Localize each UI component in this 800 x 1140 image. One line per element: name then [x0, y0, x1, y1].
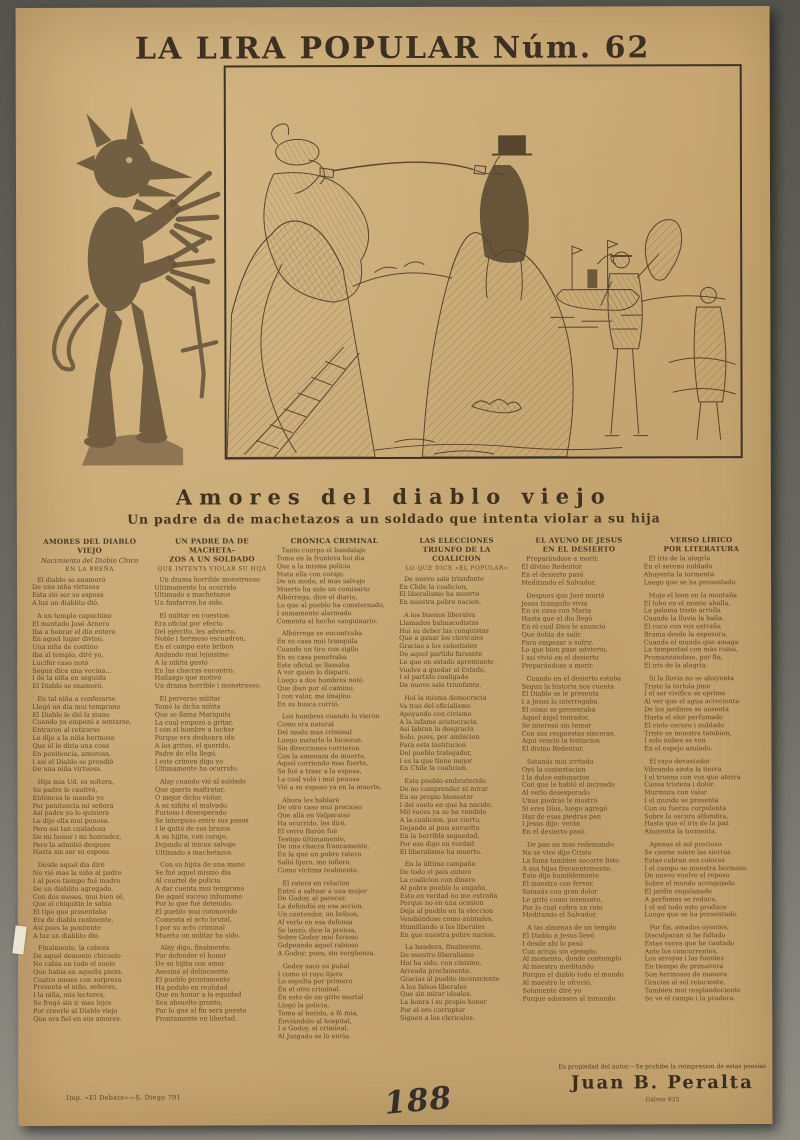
column-header: EL AYUNO DE JESUS EN EL DESIERTO [535, 535, 623, 554]
column-label: QUE INTENTA VIOLAR SU HIJA [157, 565, 267, 573]
stanza: Muje el leon en la montaña El lobo en el monte ahulla, La paloma triste arrulla Cuando la lluvia la baña. El cuco con voz extraña Brama desde la espesura, Cuando el mundo que amaga La tempestad con más ruina, Promanzándose, por fin, El iris de la alegría. [643, 590, 739, 670]
stanza: El perverso militar Tomó la dicha niñita Que se llama Mariquita La cual empezó a gritar, I con el hombre a luchar Porque era deshonra ida A los gritos, el querido, Padre de ella llegó, I este crímen digo yo Últimamente ha ocurrido. [154, 694, 239, 774]
stanza: Hija mia Ud. es soltera, Su padre le cautivó, Entónces le mando yo Por penitencia mi señora Así padre yo lo quisiera Le dijo ella mui penosa. Pero soi tan cuidadosa De mi honor i mi honradez, Pero la admitió despues Hasta sin ser su esposa. [32, 777, 122, 857]
broadside-page [16, 6, 773, 1126]
column-subheader: Nacimiento del Diablo Chico [41, 557, 139, 566]
stanza: El militar en cuestion Era oficial por efecto Del ejército, les advierto, Noble i hermoso escuadron, En el campo este bribon Andando mui lejuisimo A la niñita gustó En las chacras encontró, Hallazgo que motivó Un drama horrible i monstruoso. [154, 611, 262, 690]
stanza: Satanás mui irritado Oyó la contestacion I la dulce entonacion Con que le habló el increado Al verlo desesperado Unas piedras le mostró Si eres Dios, luego agregó Haz de esas piedras pan I Jesus dijo: verán En el desierto pasó. [521, 757, 615, 836]
main-illustration [224, 64, 743, 459]
stanza: El diablo se enamoró De una niña virtuosa Esta sin ser su esposa A luz un diablito dió. [32, 575, 106, 608]
printer-imprint: Imp. «El Debate»—S. Diego 791 [66, 1093, 182, 1102]
stanza: A las almenas de un templo El Diablo a Jesus llevó I desde ahí lo pasó Con arrojo sin ejemplo, Al momento, donde contemplo Al maestro meditando Porque el diablo todo el mundo Al maestro le ofreció, Solamente diré yo Porque adorasen al inmundo. [522, 923, 624, 1003]
stanza: De nuevo sale triunfante En Chile la coalicion, El liberalismo ha muerto En nuestra pobre nacion. [399, 574, 484, 607]
stanza: Un drama horrible monstruoso Últimamente ha ocurrido Ultimado a machetazos Un fanfarron ha sido. [154, 575, 260, 607]
stanza: De pan no mas redemando No se vive dijo Cristo La fama tambien socorre listo A sus hijos frecuentemente. Esto dijo humildemente El maestro con fervor, Satanás con gran dolor Le gritó como insensato, Por lo cual cobra un rato Meditando el Salvador. [522, 840, 620, 920]
stanza: Si la lluvia no se ahuyenta Triste la tórtola jime I el ser vivífico se oprime Al ver que el agua acrecienta De los jardines se ausenta Hasta el olor perfumado El cielo oscuro i nublado Triste se muestra tambien, I solo nubes se ven En el espejo azulado. [643, 673, 740, 753]
stanza: Los hombres cuando lo vieron Como era natural Del modo mas criminal Luego matarlo lo hicieron. Sin direcciones corrieron Con la amenaza de muerte, Aquel corriendo mas fuerte, Se fué a traer a la esposa, La cual voló i mui penosa Vió a su esposo ya en la muerte. [277, 712, 382, 792]
stanza: En la última campaña De todo el pais entero La coalicion con dinero Al pobre pueblo lo engaña. Esto en verdad no me extraña Porque no en una ocasion Deja al pueblo en la eleccion Vendiéndose como animales, Humillando a los liberales En que nuestra pobre nacion. [399, 860, 498, 939]
column-header: LAS ELECCIONES TRIUNFO DE LA COALICION [419, 535, 494, 564]
author-address: Gálvez 835 [645, 1096, 680, 1104]
verse-column-2 [154, 536, 271, 1046]
verse-column-1 [32, 537, 149, 1047]
stanza: Preparándose a morir, El divino Redentor En el desierto pasó Meditando el Salvador. [521, 554, 599, 587]
verse-column-3 [277, 536, 394, 1046]
stanza: Apenas el sol precioso Se cierne sobre las sierras Estas cobran sus colores I el campo se muestra hermoso De nuevo vuelve el reposo Sobre el mundo acongojado El jardin engalanado A perfumes se reduce, I el sol todo esto produce Luego que se ha presentado. [644, 840, 747, 919]
handwritten-catalog-number: 188 [382, 1079, 454, 1122]
stanza: Tanto cuerpo el bandalaje Toma en la frontera hoi dia Que a la misma policia Mata ella con coraje. De un modo, el mas salvaje Muerto ha sido un comisario Albórrega, dice el diario, Lo que al pueblo ha consternado, I sumamente alarmado Comenta el hecho sanguinario. [276, 546, 385, 625]
illustration-caption-subtitle: Un padre da de machetazos a un soldado que intenta violar a su hija [127, 510, 661, 527]
stanza: Alay digo, finalmente, Por defender el honor De su hijita con amor Asesinó al delincuente. El pueblo prontamente Ha pedido en realidad Que en honor a la equidad Sea absuelto pronto, Por lo que al fin será puesto Prontamente en libertad. [155, 943, 247, 1023]
column-header: CRÓNICA CRIMINAL [290, 536, 378, 546]
verse-columns [32, 535, 760, 1047]
column-header: AMORES DEL DIABLO VIEJO [43, 536, 137, 556]
stanza: El iris de la alegría En el sereno nublado Ahuyenta la tormenta Luego que se ha presentado. [643, 554, 738, 587]
devil-figure-illustration [24, 100, 223, 459]
stanza: Desde aquel dia diré No vió mas la niña al padre I al poco tiempo fué madre De un diablito agregado. Con dos meses, mui bien sé, Que el chiquitin le sabia El tipo que presentaba Era de diablo realmente, Así pues la penitente A luz un diablito dió. [32, 861, 125, 940]
stanza: A los buenos liberales Llamados balmacedistas Hoi su deber las conquistas Que a ganar los clericales Gracias a los celestiales De aquel partido farsante Lo que en estado apremiante Vuelve a quedar el Estado, I el partido coaligado De nuevo sale triunfante. [399, 610, 494, 690]
author-signature: Juan B. Peralta [570, 1072, 754, 1094]
illustration-caption-title: Amores del diablo viejo [175, 483, 612, 510]
stanza: Despues que José murió Jesus tranquilo vivia En su casa con Maria Hasta que el dia llegó En el cual Dios le anunció Que debia de salir. Para empezar a sufrir, Lo que bien pase advierto, I así vivió en el desierto Preparándose a morir. [521, 591, 608, 670]
stanza: Ahora les hablaré De otro caso mui precioso Que allá en Valparaiso Ha ocurrido, les diré, El cerro Barón fué Testigo últimamente, De una chacra francamente, En la que un pobre ratero Salió lijero, me infiero, Como víctima realmente. [277, 795, 370, 875]
stanza: A un templo capuchino El mentado José Arnero Iba a honrar el día entero En aquel lugar divino, Una niña de contino Iba al templo, diré yo, Lucifer caso notó Segun dice una vecina... I de la niña en seguida El Diablo se enamoró. [32, 611, 116, 691]
stanza: En tal niña a confesarse Llegó un día mui temprano El Diablo le dió la mano Cuando ya empezó a sentarse, Entraron al retirarse Le dijo a la niña hermosa Que él le diria una cosa En penitencia, amorosa, I así el Diablo se prendió De una niña virtuosa. [32, 694, 132, 774]
stanza: La bandera, finalmente, De nuestro liberalismo Hoi ha sido, con cinismo, Arreada proclamente. Gracias al pueblo inconsciente A los falsos liberales Que sin mirar ideales, La honra i su propio honor Por el oro corruptor Siguen a los clericales. [399, 943, 500, 1022]
copyright-notice: Es propiedad del autor.—Se prohibe la reimpresion de estas poesías [558, 1063, 767, 1071]
column-label: EN LA BREÑA [65, 566, 115, 573]
page-title: LA LIRA POPULAR Núm. 62 [134, 30, 651, 67]
stanza: Este pueblo embrutecido De no comprender ni mirar En su propio bienestar I del suelo en que ha nacido. Mil veces ya se ha vendido A la coalicion, por cierto, Dejando al pais envuelto En la horrible seguedad, Por eso digo en verdad El liberalismo ha muerto. [399, 776, 493, 856]
stanza: El rayo devastador Vibrando azota la tierra I el trueno con voz que aterra Causa tristeza i dolor. Murmura con valor I el mundo se presenta Con su fuerza corpulenta Sobre la oscura alfombra, Hasta que el iris de la paz Ahuyenta la tormenta. [644, 757, 741, 836]
column-header: VERSO LÍRICO POR LITERATURA [663, 535, 740, 554]
stanza: Finalmente, la cabeza De aquel demonio chicuelo No cabia en todo el suelo Que habia en aquella pieza. Cuatro meses con sorpresa Presenta el niño, señores, I la niña, mis lectores, Se fregó sin ir mas lejos Por creerle al Diablo viejo Que era fiel en sus amores. [33, 944, 123, 1023]
stanza: Por fin, amados oyentes, Disculparán si he faltado Estas voces que he cantado Ante los concurrentes, Los arroyos i las fuentes En tiempo de primavera Son hermosos de manera Gracias al sol reluciente, Tambien mui resplandeciente Se ve el campo i la pradera. [644, 923, 741, 1002]
stanza: El ratero en relacion Entró a saltear a una mujer De Godoy, al parecer, La defendió en esa accion. Un contendor, un bribon, Al verlo en esa defensa Se lanzó, dice la prensa, Sobre Godoy mui furioso Golpeando aquel rabioso A Godoy; pues, sin vergüenza. [277, 878, 376, 958]
paper-tear-mark [12, 925, 26, 954]
verse-column-6 [644, 535, 761, 1045]
stanza: Con su hijita de una mano Se fué aquel mismo dia Al cuartel de policia A dar cuenta mui temprano De aquel suceso inhumano Por lo que fué detenido. El pueblo mui conmovido Comenta el acto brutal, I por su acto criminal Muerto un militar ha sido. [155, 860, 245, 940]
verse-column-4 [399, 536, 516, 1046]
column-label: LO QUE DICE «EL POPULAR» [405, 565, 508, 572]
stanza: Alay cuando vió al soldado Que queria maltratar, O mejor dicho violar, A su niñita el malvado. Furioso i desesperado Se interpuso entre sus pasos I le quitó de sus brazos A su hijita, con coraje, Dejando al inicuo salvaje Ultimado a machetazos. [154, 777, 249, 857]
verse-column-5 [521, 535, 638, 1045]
stanza: Cuando en el desierto estaba Segun la historia nos cuenta El Diablo se le presenta I a Jesus lo interrogaba. El cómo se presentaba Aquel ánjel tentador, Se interesó sin temor Con sus respuestas sinceras, Aquí venció la tentacion El divino Redentor. [521, 674, 622, 753]
stanza: Albórrega se encontraba En su casa mui tranquila Cuando un tiro con sigilo En su casa penetraba Este oficial se llamaba A ver quién lo disparó, Luego a dos hombres notó Que iban por el camino, I con valor, me imajino En su busca corrió. [276, 629, 363, 708]
stanza: Godoy sacó su puñal I como el rayo lijero Lo sepulta por primero En el otro criminal. En esto de un grito mortal Llegó la policia, Toma al herido, a fé mia, Enviándolo al hospital, I a Godoy, el criminal, Al Juzgado se lo envia. [277, 961, 364, 1041]
column-header: UN PADRE DA DE MACHETA- ZOS A UN SOLDADO [169, 536, 255, 565]
stanza: Hoi la misma democracia Va tras del oficialismo Apoyando con civismo A la infame aristocracia. Así labran la desgracia Solo, pues, por ambicion Para esta institucion Del pueblo trabajador, I es la que tiene mejor En Chile la coalicion. [399, 693, 487, 773]
